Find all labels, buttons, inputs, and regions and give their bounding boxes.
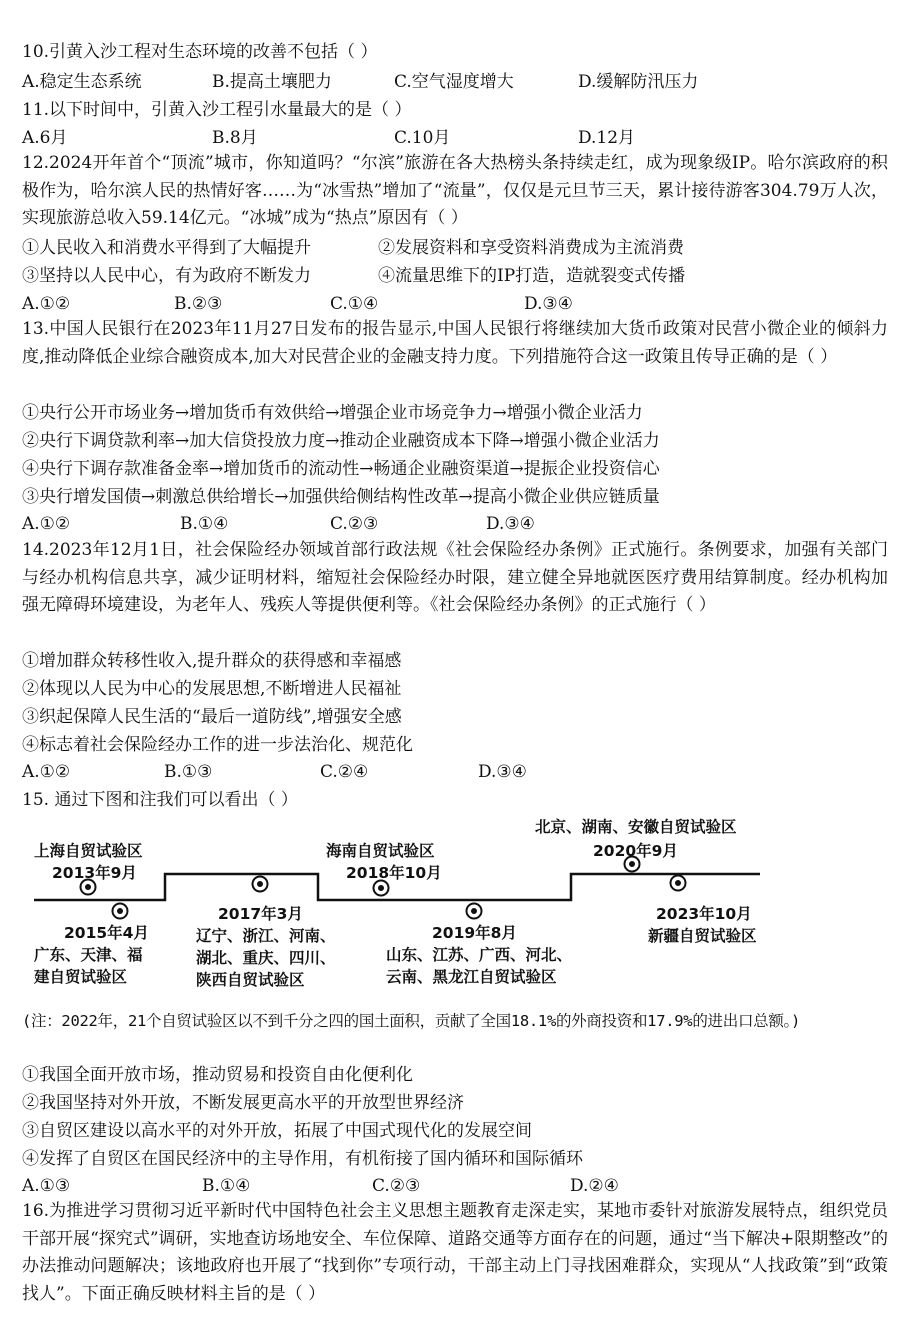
event-2015-names-line2: 建自贸试验区 [34,968,128,986]
q14-option-d: D.③④ [478,762,527,782]
q12-option-a: A.①② [22,294,71,314]
q15-item-4: ④发挥了自贸区在国民经济中的主导作用，有机衔接了国内循环和国际循环 [22,1149,583,1169]
event-2017-names-line1: 辽宁、浙江、河南、 [196,927,336,945]
q11-option-d: D.12月 [578,128,636,148]
question-12-stem: 12.2024开年首个“顶流”城市，你知道吗？“尔滨”旅游在各大热榜头条持续走红，成为现象级IP。哈尔滨政府的积极作为，哈尔滨人民的热情好客……为“冰雪热”增加了“流量”，仅仅是元旦节三天，累计接待游客304.79万人次，实现旅游总收入59.14亿元。“冰城”成为“热点”原因有（ ） [22,153,888,228]
q13-option-b: B.①④ [180,514,229,534]
q13-item-1: ①央行公开市场业务→增加货币有效供给→增强企业市场竞争力→增强小微企业活力 [22,403,643,423]
q10-option-a: A.稳定生态系统 [22,72,142,92]
event-2019-names-line1: 山东、江苏、广西、河北、 [386,946,573,964]
q14-item-4: ④标志着社会保险经办工作的进一步法治化、规范化 [22,735,413,755]
q14-item-3: ③织起保障人民生活的“最后一道防线”,增强安全感 [22,707,402,727]
event-2020-name: 北京、湖南、安徽自贸试验区 [535,818,737,836]
q15-item-1: ①我国全面开放市场，推动贸易和投资自由化便利化 [22,1065,413,1085]
event-2023-name: 新疆自贸试验区 [648,927,757,945]
q14-option-a: A.①② [22,762,71,782]
question-14-stem: 14.2023年12月1日，社会保险经办领域首部行政法规《社会保险经办条例》正式施行。条例要求，加强有关部门与经办机构信息共享，减少证明材料，缩短社会保险经办时限，建立健全异地就医医疗费用结算制度。经办机构加强无障碍环境建设，为老年人、残疾人等提供便利等。《社会保险经办条例》的正式施行（ ） [22,540,888,615]
q13-item-2: ②央行下调贷款利率→加大信贷投放力度→推动企业融资成本下降→增强小微企业活力 [22,431,660,451]
event-2013-name: 上海自贸试验区 [34,842,143,860]
question-11-stem: 11.以下时间中，引黄入沙工程引水量最大的是（ ） [22,100,412,120]
timeline-marker-2015 [113,904,128,919]
q12-item-2: ②发展资料和享受资料消费成为主流消费 [378,238,684,258]
event-2017-names-line2: 湖北、重庆、四川、 [196,949,336,967]
timeline-marker-2023 [671,876,686,891]
q15-option-b: B.①④ [202,1176,251,1196]
q15-option-c: C.②③ [372,1176,421,1196]
q15-item-3: ③自贸区建设以高水平的对外开放，拓展了中国式现代化的发展空间 [22,1121,532,1141]
event-2018-name: 海南自贸试验区 [326,842,435,860]
q13-option-d: D.③④ [486,514,535,534]
q11-option-b: B.8月 [212,128,258,148]
question-13-stem: 13.中国人民银行在2023年11月27日发布的报告显示,中国人民银行将继续加大货币政策对民营小微企业的倾斜力度,推动降低企业综合融资成本,加大对民营企业的金融支持力度。下列措施符合这一政策且传导正确的是（ ） [22,319,888,367]
q12-option-d: D.③④ [524,294,573,314]
q10-option-c: C.空气湿度增大 [394,72,514,92]
q15-option-d: D.②④ [570,1176,619,1196]
q15-item-2: ②我国坚持对外开放，不断发展更高水平的开放型世界经济 [22,1093,464,1113]
event-2017-date: 2017年3月 [218,905,303,923]
q15-note: (注：2022年，21个自贸试验区以不到千分之四的国土面积，贡献了全国18.1%的外商投资和17.9%的进出口总额。) [22,1012,801,1030]
question-16-stem: 16.为推进学习贯彻习近平新时代中国特色社会主义思想主题教育走深走实，某地市委针对旅游发展特点，组织党员干部开展“探究式”调研，实地查访场地安全、车位保障、道路交通等方面存在的问题，通过“当下解决+限期整改”的办法推动问题解决；该地政府也开展了“找到你”专项行动，干部主动上门寻找困难群众，实现从“人找政策”到“政策找人”。下面正确反映材料主旨的是（ ） [22,1201,888,1304]
event-2013-date: 2013年9月 [52,864,137,882]
q10-option-b: B.提高土壤肥力 [212,72,332,92]
timeline-marker-2017 [253,877,268,892]
q12-item-1: ①人民收入和消费水平得到了大幅提升 [22,238,311,258]
q12-option-c: C.①④ [330,294,379,314]
timeline-marker-2018 [374,881,389,896]
event-2015-names-line1: 广东、天津、福 [34,946,143,964]
q15-option-a: A.①③ [22,1176,71,1196]
q11-option-c: C.10月 [394,128,451,148]
event-2020-date: 2020年9月 [593,842,678,860]
question-15-stem: 15. 通过下图和注我们可以看出（ ） [22,790,298,810]
event-2015-date: 2015年4月 [64,924,149,942]
q13-item-3: ③央行增发国债→刺激总供给增长→加强供给侧结构性改革→提高小微企业供应链质量 [22,487,660,507]
event-2017-names-line3: 陕西自贸试验区 [196,971,305,989]
q12-option-b: B.②③ [174,294,223,314]
q13-item-4: ④央行下调存款准备金率→增加货币的流动性→畅通企业融资渠道→提振企业投资信心 [22,459,660,479]
q14-option-c: C.②④ [320,762,369,782]
q13-option-c: C.②③ [330,514,379,534]
timeline-marker-2019 [467,904,482,919]
q14-item-1: ①增加群众转移性收入,提升群众的获得感和幸福感 [22,651,402,671]
free-trade-zone-timeline [0,812,900,992]
q11-option-a: A.6月 [22,128,68,148]
q13-option-a: A.①② [22,514,71,534]
event-2019-names-line2: 云南、黑龙江自贸试验区 [386,968,557,986]
q12-item-3: ③坚持以人民中心，有为政府不断发力 [22,266,311,286]
q10-option-d: D.缓解防汛压力 [578,72,699,92]
q14-item-2: ②体现以人民为中心的发展思想,不断增进人民福祉 [22,679,402,699]
event-2018-date: 2018年10月 [346,864,442,882]
question-10-stem: 10.引黄入沙工程对生态环境的改善不包括（ ） [22,42,378,62]
event-2019-date: 2019年8月 [432,924,517,942]
q14-option-b: B.①③ [164,762,213,782]
q12-item-4: ④流量思维下的IP打造，造就裂变式传播 [378,266,686,286]
event-2023-date: 2023年10月 [656,905,752,923]
